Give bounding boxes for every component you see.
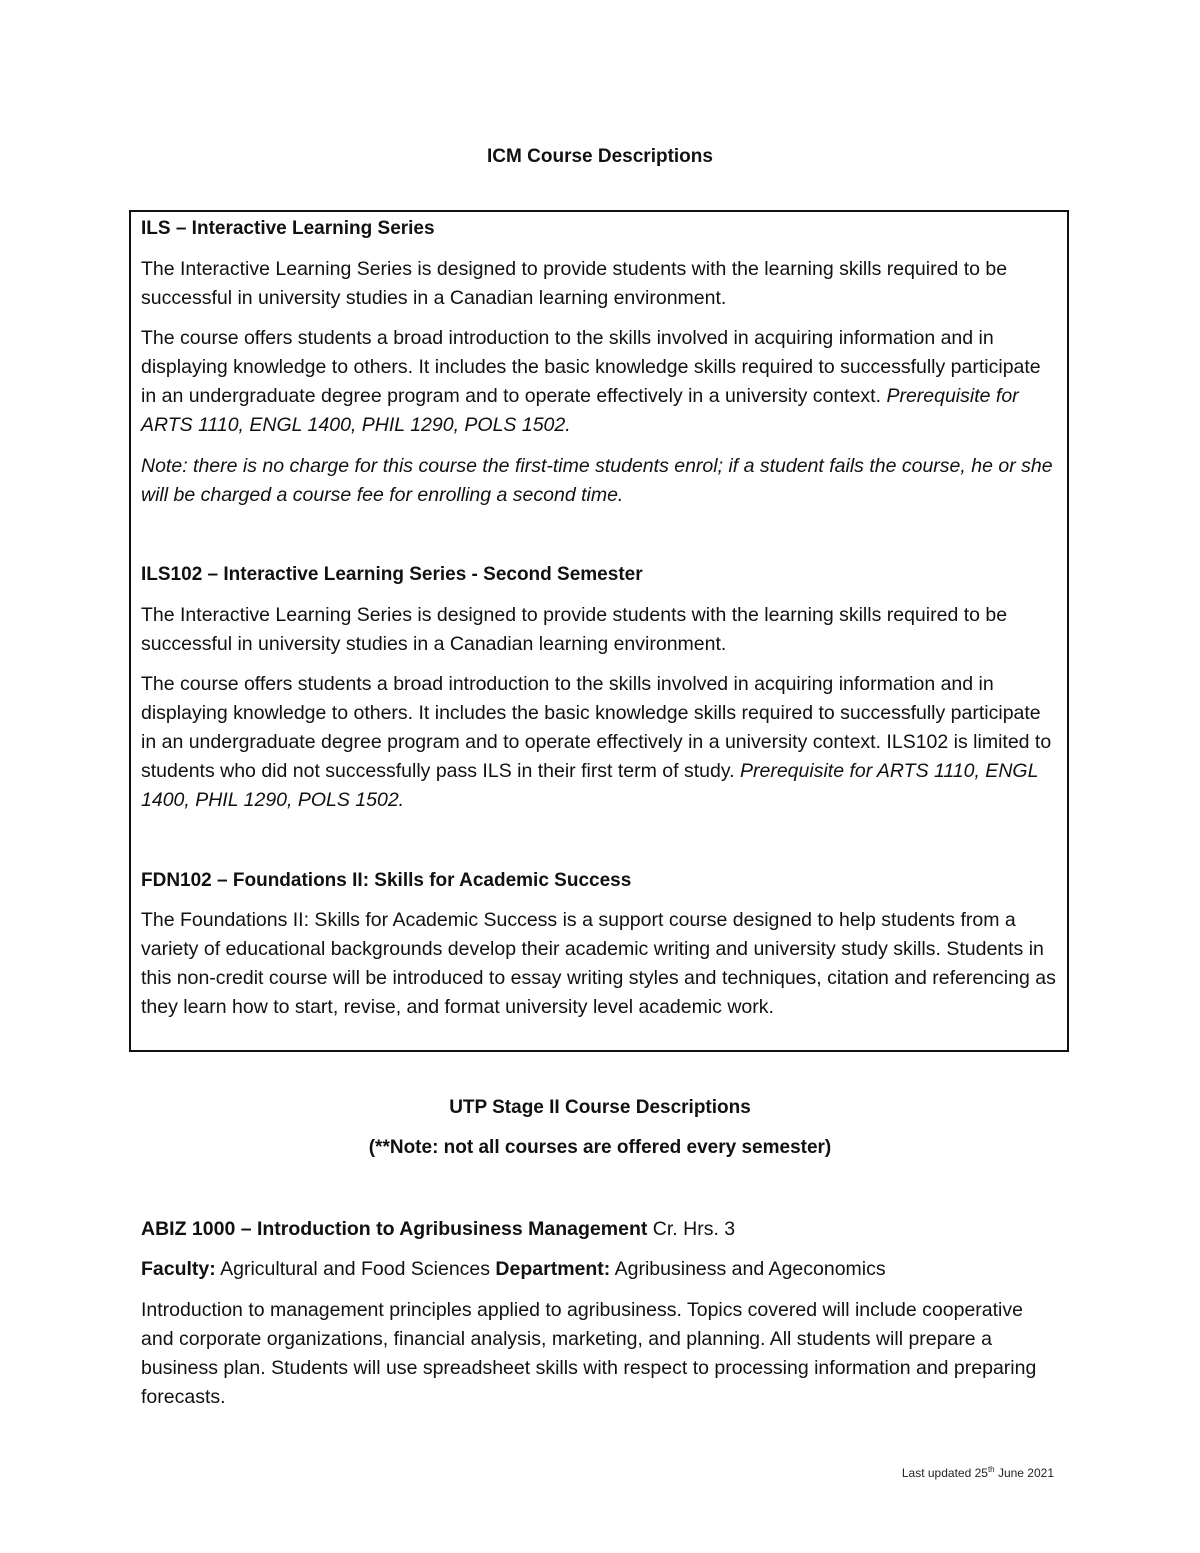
ils-note: Note: there is no charge for this course the first-time students enrol; if a student fails the course, he or she will be charged a course fee for enrolling a second time. (141, 455, 1053, 506)
abiz-faculty-value: Agricultural and Food Sciences (215, 1258, 496, 1280)
abiz-title: ABIZ 1000 – Introduction to Agribusiness Management (141, 1218, 648, 1240)
abiz-faculty-line (141, 1255, 1056, 1284)
ils102-description-1: The Interactive Learning Series is designed to provide students with the learning skills required to be successful in university studies in a Canadian learning environment. (141, 604, 1008, 655)
ils-description-1: The Interactive Learning Series is designed to provide students with the learning skills required to be successful in university studies in a Canadian learning environment. (141, 258, 1008, 309)
ils-description-2 (141, 324, 1056, 440)
ils102-description-2 (141, 670, 1056, 815)
footer-prefix: Last updated 25 (901, 1466, 988, 1480)
utp-section-title: UTP Stage II Course Descriptions (449, 1097, 751, 1118)
abiz-department-value: Agribusiness and Ageconomics (610, 1258, 886, 1280)
page-title: ICM Course Descriptions (487, 146, 713, 167)
abiz-faculty-label: Faculty: (141, 1258, 216, 1280)
ils102-description-2-text: The course offers students a broad introduction to the skills involved in acquiring information and in displaying knowledge to others. It includes the basic knowledge skills required to successfully participate in an undergraduate degree program and to operate effectively in a university context. ILS102 is limited to students who did not successfully pass ILS in their first term of study. (141, 673, 1052, 782)
course-title-ils102: ILS102 – Interactive Learning Series - Second Semester (141, 564, 643, 585)
ils-prerequisite: Prerequisite for ARTS 1110, ENGL 1400, PHIL 1290, POLS 1502. (141, 385, 1019, 436)
footer-sup: th (987, 1465, 995, 1474)
ils102-prerequisite: Prerequisite for ARTS 1110, ENGL 1400, PHIL 1290, POLS 1502. (141, 760, 1039, 811)
course-title-fdn102: FDN102 – Foundations II: Skills for Academic Success (141, 870, 632, 891)
ils-description-2-text: The course offers students a broad introduction to the skills involved in acquiring information and in displaying knowledge to others. It includes the basic knowledge skills required to successfully participate in an undergraduate degree program and to operate effectively in a university context. (141, 327, 1041, 407)
course-title-ils: ILS – Interactive Learning Series (141, 218, 435, 239)
last-updated-footer (902, 1465, 1054, 1481)
footer-suffix: June 2021 (994, 1466, 1054, 1480)
course-title-abiz1000 (141, 1215, 1056, 1244)
abiz-description: Introduction to management principles applied to agribusiness. Topics covered will include cooperative and corporate organizations, financial analysis, marketing, and planning. All students will prepare a business plan. Students will use spreadsheet skills with respect to processing information and preparing forecasts. (141, 1299, 1037, 1408)
abiz-credit-hours: Cr. Hrs. 3 (647, 1218, 736, 1240)
abiz-department-label: Department: (495, 1258, 611, 1280)
utp-section-note: (**Note: not all courses are offered every semester) (368, 1137, 832, 1158)
fdn102-description: The Foundations II: Skills for Academic Success is a support course designed to help students from a variety of educational backgrounds develop their academic writing and university study skills. Students in this non-credit course will be introduced to essay writing styles and techniques, citation and referencing as they learn how to start, revise, and format university level academic work. (141, 909, 1056, 1018)
